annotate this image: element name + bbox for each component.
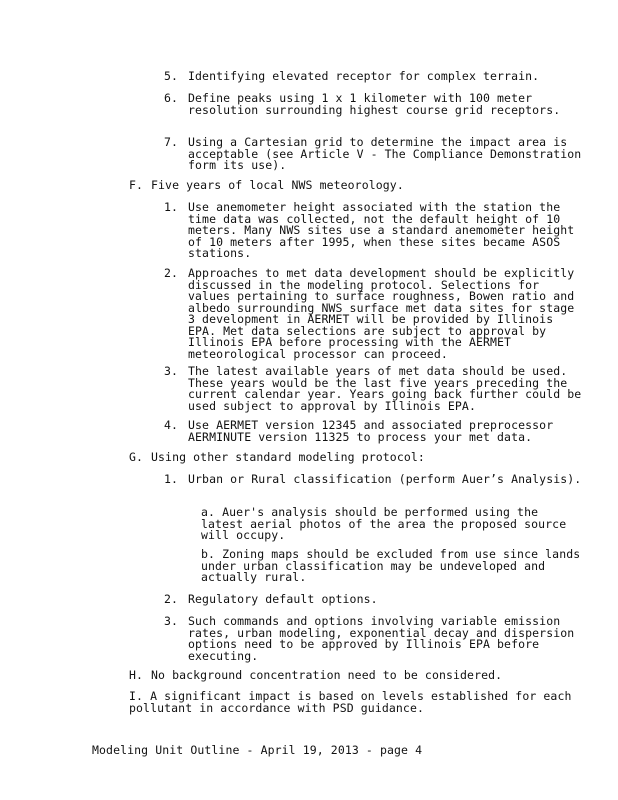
sub-item-text: a. Auer's analysis should be performed using the latest aerial photos of the area the proposed source will occupy. (201, 505, 574, 542)
sub-item-text: b. Zoning maps should be excluded from use since lands under urban classification may be undeveloped and actually rural. (201, 547, 588, 584)
item-text: Identifying elevated receptor for complex terrain. (188, 69, 540, 83)
paragraph-text: I. A significant impact is based on levels established for each pollutant in accordance with PSD guidance. (129, 689, 579, 715)
item-number: 3. (164, 364, 179, 378)
item-text: Approaches to met data development should be explicitly discussed in the modeling protocol. Selections for values pertaining to surface roughness, Bowen ratio and albedo surrounding NWS surface met data sites for stage 3 development in AERMET will be provided by Illinois EPA. Met data selections are subject to approval by Illinois EPA before processing with the AERMET meteorological processor can proceed. (188, 266, 582, 361)
section-heading: No background concentration need to be considered. (151, 668, 503, 682)
item-number: 4. (164, 418, 179, 432)
section-heading: Using other standard modeling protocol: (151, 450, 425, 464)
section-letter: G. (129, 450, 144, 464)
item-number: 6. (164, 91, 179, 105)
item-text: Define peaks using 1 x 1 kilometer with 100 meter resolution surrounding highest course grid receptors. (188, 91, 561, 117)
item-number: 1. (164, 200, 179, 214)
item-number: 7. (164, 135, 179, 149)
item-number: 2. (164, 266, 179, 280)
page-footer: Modeling Unit Outline - April 19, 2013 - page 4 (92, 743, 423, 757)
item-text: The latest available years of met data should be used. These years would be the last five years preceding the current calendar year. Years going back further could be used subject to approval by Illinois EPA. (188, 364, 589, 413)
item-text: Using a Cartesian grid to determine the impact area is acceptable (see Article V - The Compliance Demonstration form its use). (188, 135, 589, 172)
section-letter: H. (129, 668, 144, 682)
item-text: Use anemometer height associated with the station the time data was collected, not the default height of 10 meters. Many NWS sites use a standard anemometer height of 10 meters after 1995, when these sites became ASOS stations. (188, 200, 582, 260)
item-text: Such commands and options involving variable emission rates, urban modeling, exponential decay and dispersion options need to be approved by Illinois EPA before executing. (188, 614, 582, 663)
item-number: 5. (164, 69, 179, 83)
item-text: Urban or Rural classification (perform Auer’s Analysis). (188, 472, 582, 486)
item-number: 2. (164, 592, 179, 606)
item-text: Use AERMET version 12345 and associated preprocessor AERMINUTE version 11325 to process your met data. (188, 418, 561, 444)
item-number: 1. (164, 472, 179, 486)
item-text: Regulatory default options. (188, 592, 378, 606)
item-number: 3. (164, 614, 179, 628)
section-letter: F. (129, 178, 144, 192)
section-heading: Five years of local NWS meteorology. (151, 178, 404, 192)
